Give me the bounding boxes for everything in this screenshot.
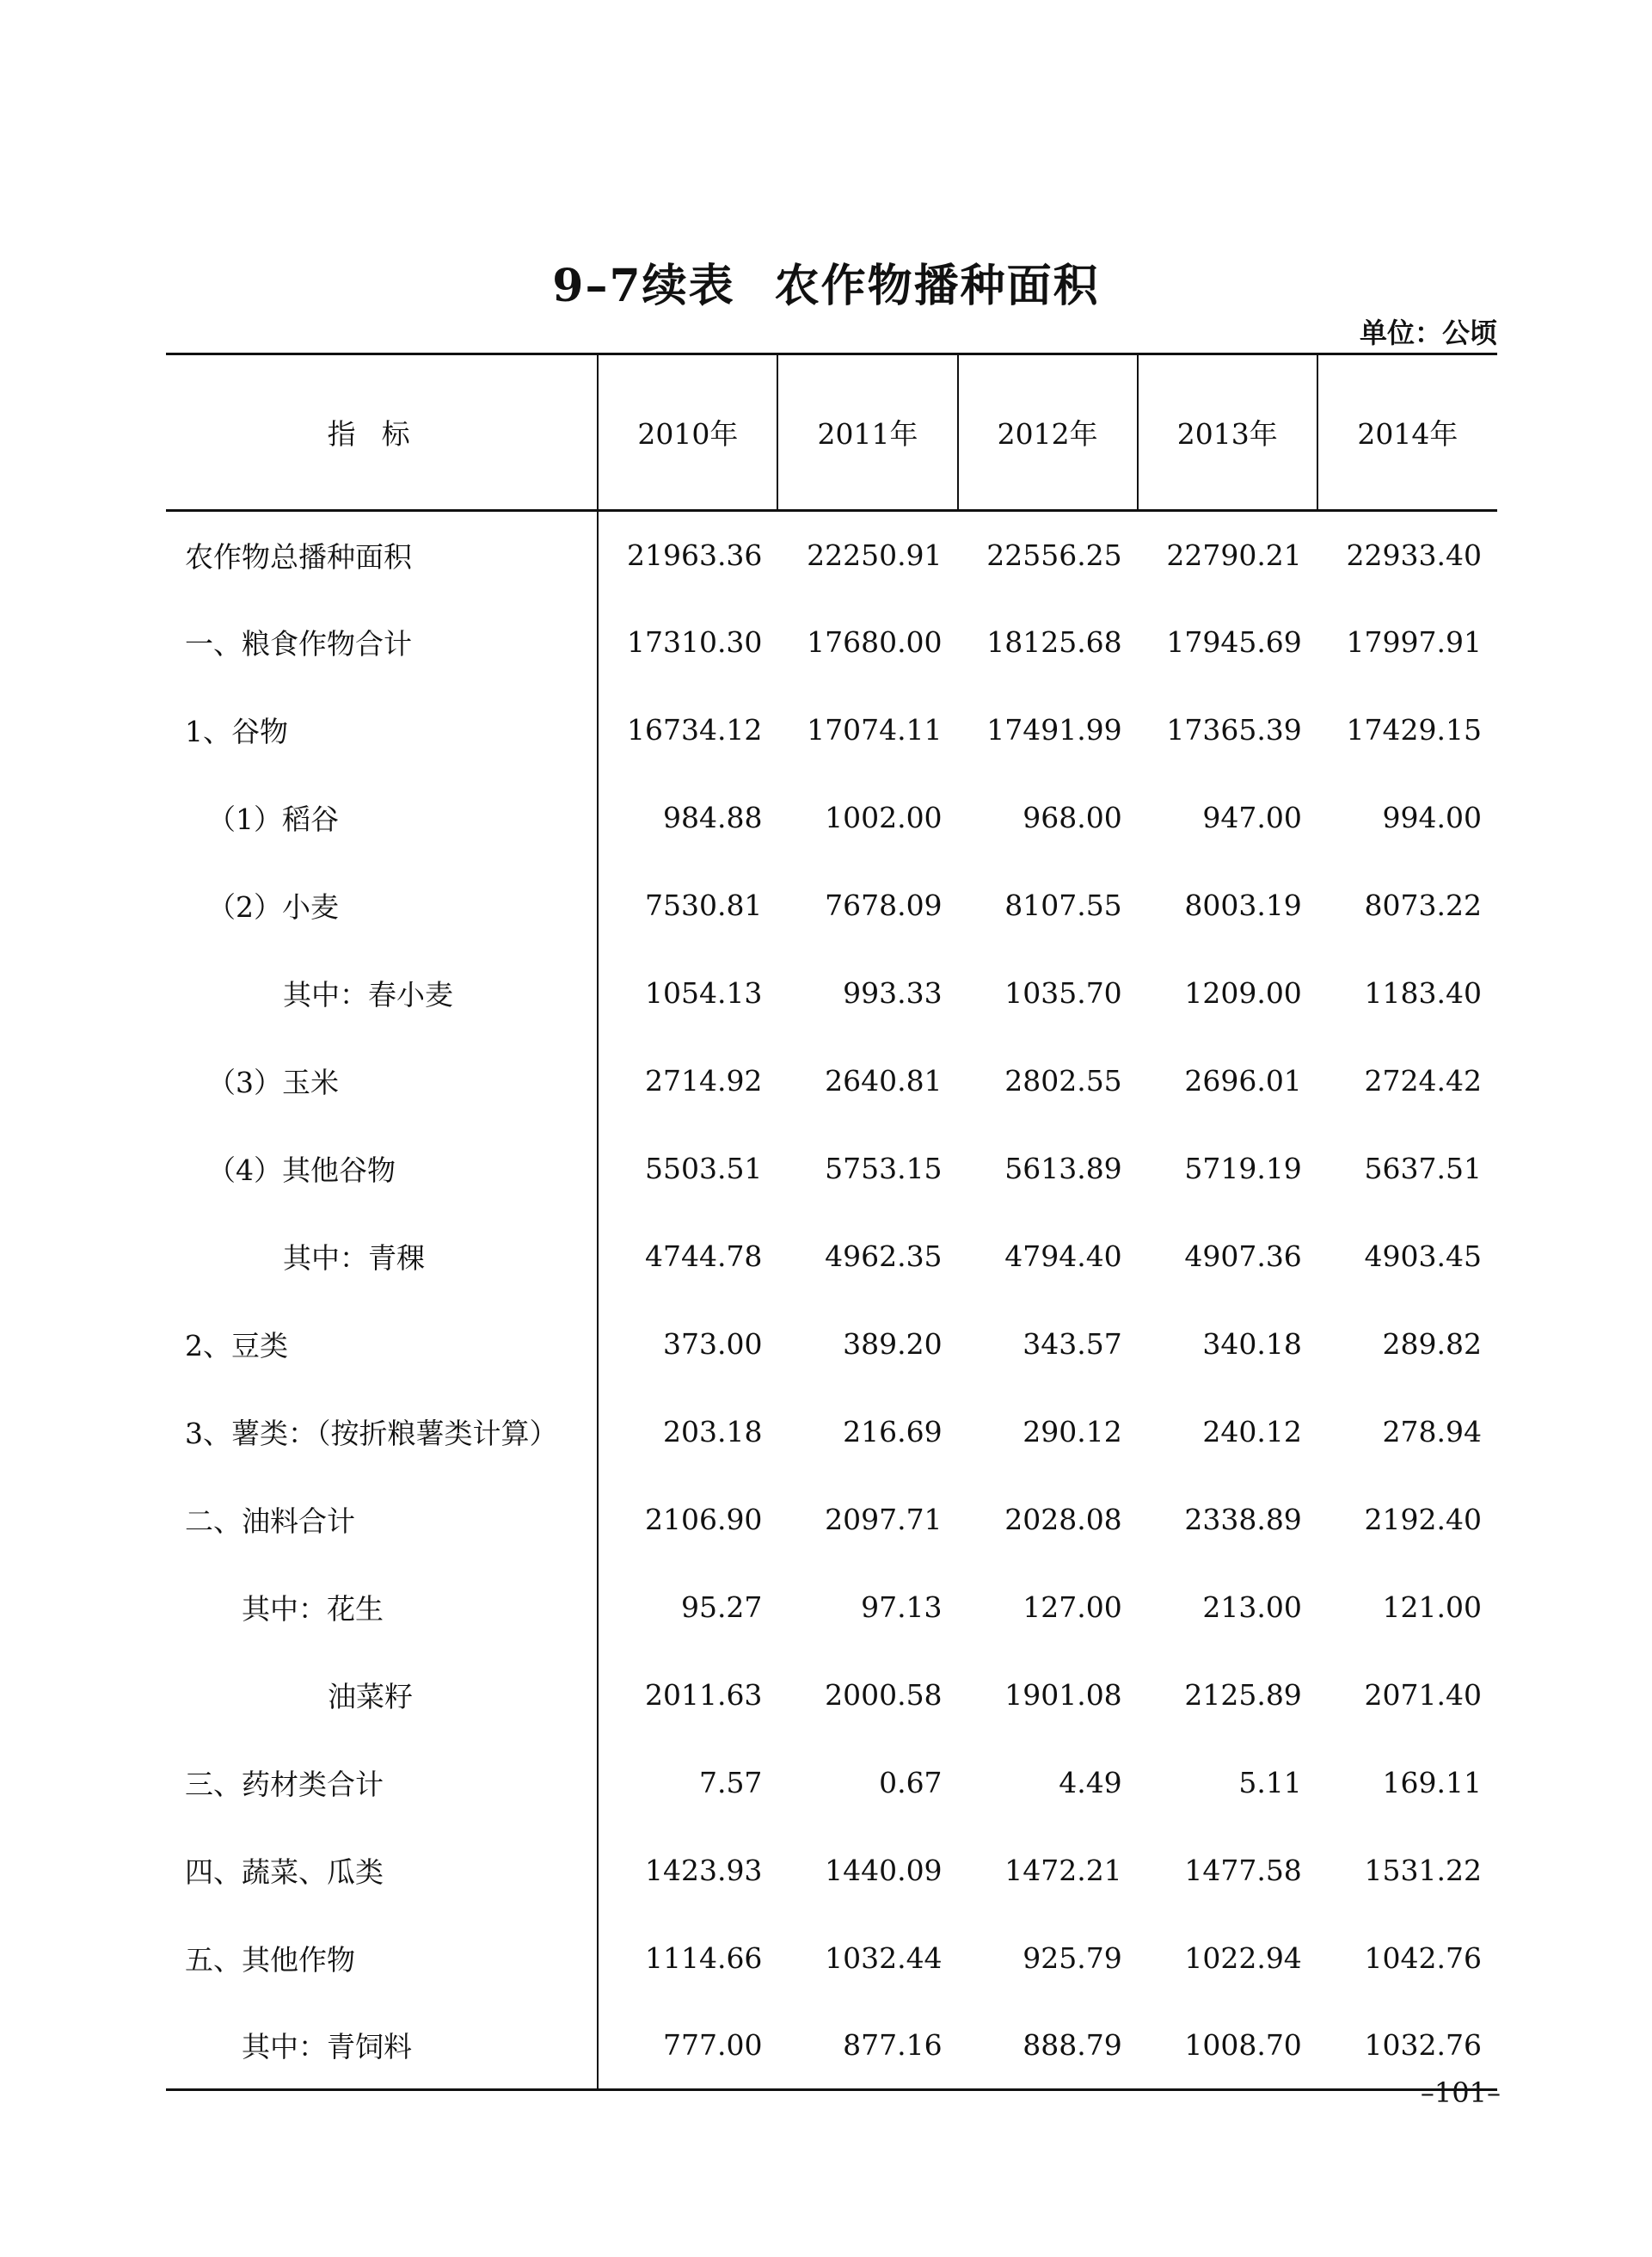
table-code: 9–7续表 bbox=[552, 260, 735, 312]
table-row bbox=[166, 1037, 1497, 1125]
row-value: 4.49 bbox=[1059, 1766, 1122, 1799]
table-header-row bbox=[166, 354, 1497, 511]
row-label: （1）稻谷 bbox=[166, 774, 598, 862]
row-value: 22790.21 bbox=[1166, 538, 1302, 572]
row-value: 7.57 bbox=[698, 1766, 763, 1799]
row-value: 16734.12 bbox=[626, 713, 763, 747]
row-value: 925.79 bbox=[1023, 1941, 1122, 1975]
row-value: 1209.00 bbox=[1184, 976, 1302, 1010]
row-value: 278.94 bbox=[1382, 1415, 1482, 1448]
row-value: 888.79 bbox=[958, 2002, 1138, 2090]
row-value: 2192.40 bbox=[1364, 1503, 1482, 1536]
header-year: 2012年 bbox=[958, 354, 1138, 511]
row-value: 5613.89 bbox=[1004, 1152, 1122, 1185]
table-body bbox=[166, 511, 1497, 2090]
row-value: 127.00 bbox=[1023, 1590, 1122, 1624]
row-value: 1472.21 bbox=[1004, 1854, 1122, 1887]
row-value: 4744.78 bbox=[644, 1239, 763, 1273]
row-label: 其中：青稞 bbox=[166, 1213, 598, 1301]
unit-label: 单位：公顷 bbox=[1359, 317, 1497, 349]
row-value: 8003.19 bbox=[1184, 889, 1302, 922]
row-value: 4962.35 bbox=[825, 1239, 943, 1273]
row-label: 其中：花生 bbox=[166, 1564, 598, 1651]
row-label: 2、豆类 bbox=[166, 1301, 598, 1388]
row-label: 其中：春小麦 bbox=[166, 950, 598, 1037]
row-value: 22250.91 bbox=[807, 538, 943, 572]
row-value: 17945.69 bbox=[1166, 625, 1302, 659]
row-value: 1042.76 bbox=[1364, 1941, 1482, 1975]
table-row bbox=[166, 2002, 1497, 2090]
row-value: 993.33 bbox=[843, 976, 943, 1010]
row-value: 8107.55 bbox=[1004, 889, 1122, 922]
table-row bbox=[166, 950, 1497, 1037]
sown-area-table bbox=[166, 353, 1497, 2091]
row-value: 1032.44 bbox=[825, 1941, 943, 1975]
table-row bbox=[166, 774, 1497, 862]
row-value: 17074.11 bbox=[807, 713, 943, 747]
row-label: 五、其他作物 bbox=[166, 1915, 598, 2002]
row-value: 240.12 bbox=[1202, 1415, 1302, 1448]
row-value: 17997.91 bbox=[1346, 625, 1482, 659]
row-value: 95.27 bbox=[680, 1590, 763, 1624]
row-value: 1032.76 bbox=[1317, 2002, 1497, 2090]
data-table-container bbox=[166, 353, 1497, 2091]
row-value: 169.11 bbox=[1382, 1766, 1482, 1799]
row-value: 17310.30 bbox=[626, 625, 763, 659]
row-value: 1022.94 bbox=[1184, 1941, 1302, 1975]
header-indicator: 指标 bbox=[166, 354, 598, 511]
row-label: 农作物总播种面积 bbox=[166, 511, 598, 599]
row-value: 4907.36 bbox=[1184, 1239, 1302, 1273]
table-row bbox=[166, 1213, 1497, 1301]
row-value: 343.57 bbox=[1023, 1327, 1122, 1361]
row-value: 5.11 bbox=[1238, 1766, 1302, 1799]
row-label: 二、油料合计 bbox=[166, 1476, 598, 1564]
table-row bbox=[166, 1388, 1497, 1476]
table-row bbox=[166, 1915, 1497, 2002]
row-label: 油菜籽 bbox=[166, 1651, 598, 1739]
table-row bbox=[166, 1651, 1497, 1739]
row-label: （4）其他谷物 bbox=[166, 1125, 598, 1213]
row-value: 22933.40 bbox=[1346, 538, 1482, 572]
row-value: 2011.63 bbox=[644, 1678, 763, 1712]
row-value: 22556.25 bbox=[986, 538, 1122, 572]
row-value: 2125.89 bbox=[1184, 1678, 1302, 1712]
header-year: 2011年 bbox=[777, 354, 957, 511]
table-row bbox=[166, 1739, 1497, 1827]
table-row bbox=[166, 1301, 1497, 1388]
table-row bbox=[166, 862, 1497, 950]
row-value: 2724.42 bbox=[1364, 1064, 1482, 1098]
row-value: 389.20 bbox=[843, 1327, 943, 1361]
row-value: 2338.89 bbox=[1184, 1503, 1302, 1536]
row-value: 994.00 bbox=[1382, 801, 1482, 834]
row-value: 1531.22 bbox=[1364, 1854, 1482, 1887]
row-value: 17680.00 bbox=[807, 625, 943, 659]
row-value: 18125.68 bbox=[986, 625, 1122, 659]
row-value: 216.69 bbox=[843, 1415, 943, 1448]
row-value: 213.00 bbox=[1202, 1590, 1302, 1624]
row-value: 2106.90 bbox=[644, 1503, 763, 1536]
row-value: 984.88 bbox=[662, 801, 763, 834]
row-value: 1901.08 bbox=[1004, 1678, 1122, 1712]
row-value: 21963.36 bbox=[626, 538, 763, 572]
row-value: 1035.70 bbox=[1004, 976, 1122, 1010]
row-label: 四、蔬菜、瓜类 bbox=[166, 1827, 598, 1915]
row-value: 290.12 bbox=[1023, 1415, 1122, 1448]
row-label: 1、谷物 bbox=[166, 686, 598, 774]
row-value: 2640.81 bbox=[825, 1064, 943, 1098]
row-value: 777.00 bbox=[598, 2002, 777, 2090]
table-row bbox=[166, 1125, 1497, 1213]
row-value: 5719.19 bbox=[1184, 1152, 1302, 1185]
row-label: 其中：青饲料 bbox=[166, 2002, 598, 2090]
row-value: 1008.70 bbox=[1138, 2002, 1317, 2090]
row-value: 2097.71 bbox=[825, 1503, 943, 1536]
row-value: 5753.15 bbox=[825, 1152, 943, 1185]
row-value: 1002.00 bbox=[825, 801, 943, 834]
row-value: 373.00 bbox=[662, 1327, 763, 1361]
row-value: 2714.92 bbox=[644, 1064, 763, 1098]
row-value: 4903.45 bbox=[1364, 1239, 1482, 1273]
row-value: 17429.15 bbox=[1346, 713, 1482, 747]
row-value: 968.00 bbox=[1023, 801, 1122, 834]
row-value: 0.67 bbox=[879, 1766, 943, 1799]
table-row bbox=[166, 686, 1497, 774]
row-value: 121.00 bbox=[1382, 1590, 1482, 1624]
table-row bbox=[166, 1564, 1497, 1651]
row-value: 7530.81 bbox=[644, 889, 763, 922]
row-value: 1054.13 bbox=[644, 976, 763, 1010]
page-title bbox=[0, 249, 1652, 314]
row-value: 1477.58 bbox=[1184, 1854, 1302, 1887]
row-value: 1440.09 bbox=[825, 1854, 943, 1887]
header-year: 2010年 bbox=[598, 354, 777, 511]
row-value: 203.18 bbox=[662, 1415, 763, 1448]
row-value: 340.18 bbox=[1202, 1327, 1302, 1361]
row-value: 289.82 bbox=[1382, 1327, 1482, 1361]
row-value: 7678.09 bbox=[825, 889, 943, 922]
header-year: 2013年 bbox=[1138, 354, 1317, 511]
row-value: 97.13 bbox=[861, 1590, 943, 1624]
row-label: （3）玉米 bbox=[166, 1037, 598, 1125]
row-value: 877.16 bbox=[777, 2002, 957, 2090]
header-year: 2014年 bbox=[1317, 354, 1497, 511]
row-label: 3、薯类：（按折粮薯类计算） bbox=[166, 1388, 598, 1476]
row-value: 2071.40 bbox=[1364, 1678, 1482, 1712]
row-value: 5503.51 bbox=[644, 1152, 763, 1185]
row-value: 4794.40 bbox=[1004, 1239, 1122, 1273]
row-value: 17365.39 bbox=[1166, 713, 1302, 747]
table-row bbox=[166, 511, 1497, 599]
row-value: 8073.22 bbox=[1364, 889, 1482, 922]
row-value: 1423.93 bbox=[644, 1854, 763, 1887]
page-number: –101– bbox=[1420, 2076, 1501, 2109]
row-value: 1183.40 bbox=[1364, 976, 1482, 1010]
row-value: 947.00 bbox=[1202, 801, 1302, 834]
row-value: 17491.99 bbox=[986, 713, 1122, 747]
table-row bbox=[166, 1476, 1497, 1564]
row-value: 5637.51 bbox=[1364, 1152, 1482, 1185]
row-label: （2）小麦 bbox=[166, 862, 598, 950]
row-value: 2696.01 bbox=[1184, 1064, 1302, 1098]
row-value: 2802.55 bbox=[1004, 1064, 1122, 1098]
row-value: 2028.08 bbox=[1004, 1503, 1122, 1536]
table-name: 农作物播种面积 bbox=[774, 260, 1100, 312]
row-label: 三、药材类合计 bbox=[166, 1739, 598, 1827]
row-value: 1114.66 bbox=[644, 1941, 763, 1975]
table-row bbox=[166, 1827, 1497, 1915]
row-value: 2000.58 bbox=[825, 1678, 943, 1712]
row-label: 一、粮食作物合计 bbox=[166, 599, 598, 686]
table-row bbox=[166, 599, 1497, 686]
